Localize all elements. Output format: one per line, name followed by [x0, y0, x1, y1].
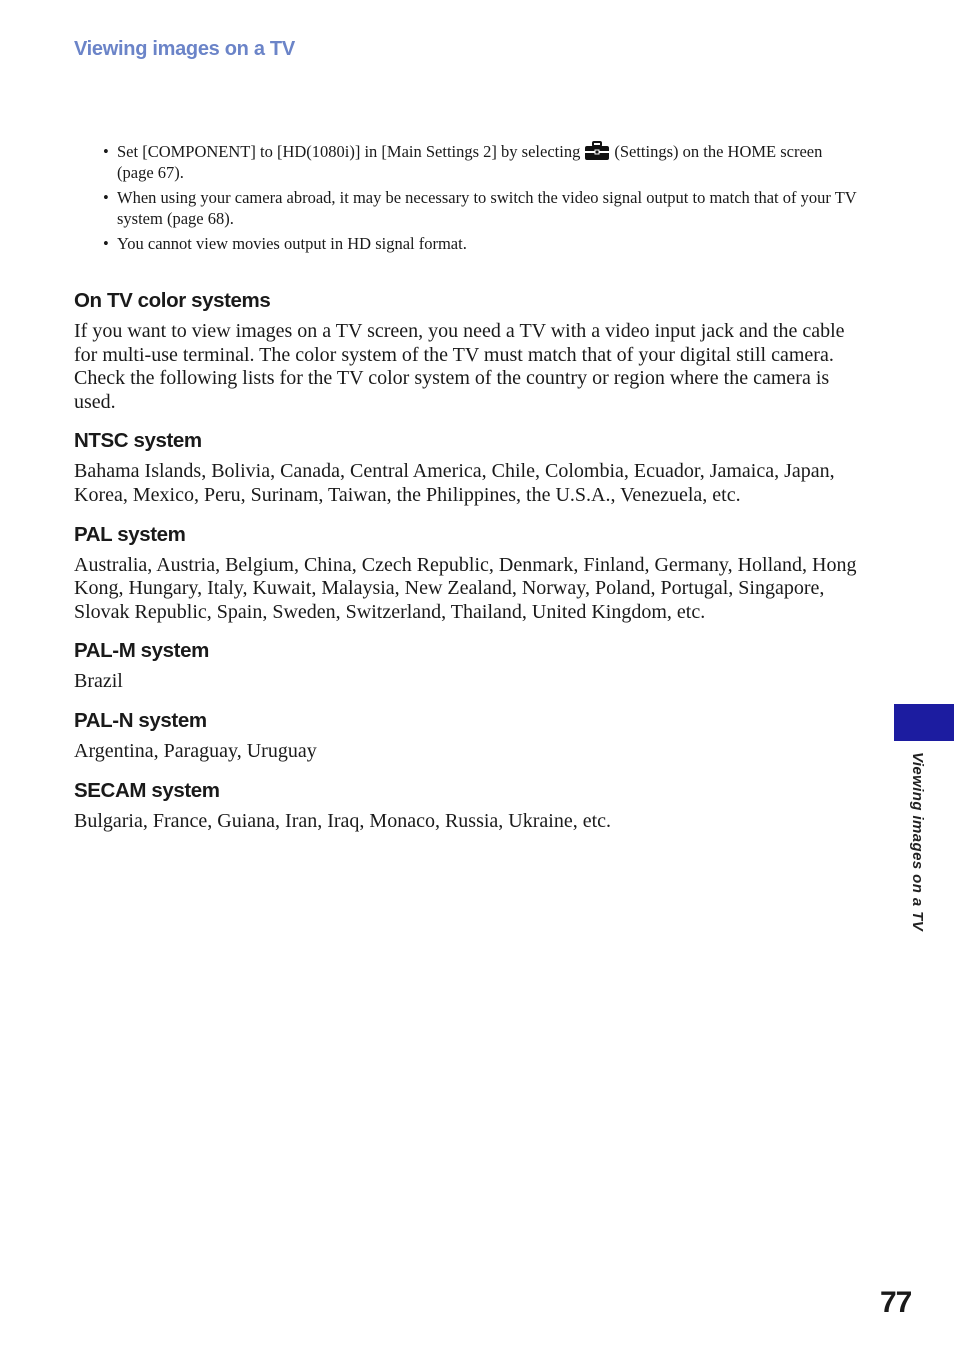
running-head: Viewing images on a TV [74, 38, 295, 60]
section-body: Bahama Islands, Bolivia, Canada, Central America, Chile, Colombia, Ecuador, Jamaica, Japan, Korea, Mexico, Peru, Surinam, Taiwan, the Philippines, the U.S.A., Venezuela, etc. [74, 460, 835, 506]
page-number: 77 [880, 1286, 912, 1319]
section-heading: PAL system [74, 522, 186, 546]
section-heading: PAL-N system [74, 708, 207, 732]
section-body: Australia, Austria, Belgium, China, Czech Republic, Denmark, Finland, Germany, Holland, Hong Kong, Hungary, Italy, Kuwait, Malaysia, New Zealand, Norway, Poland, Portugal, Singapore, Slovak Republic, Spain, Sweden, Switzerland, Thailand, United Kingdom, etc. [74, 553, 857, 623]
note-text: You cannot view movies output in HD signal format. [117, 234, 467, 253]
note-text: When using your camera abroad, it may be necessary to switch the video signal output to match that of your TV system (page 68). [117, 188, 857, 228]
section-heading: NTSC system [74, 429, 202, 453]
note-item [100, 233, 860, 254]
main-content [74, 288, 864, 847]
chapter-tab [894, 704, 954, 741]
section-heading: SECAM system [74, 778, 220, 802]
note-item [100, 187, 860, 229]
section-body: If you want to view images on a TV screen, you need a TV with a video input jack and the cable for multi-use terminal. The color system of the TV must match that of your digital still camera. Check the following lists for the TV color system of the country or region where the camera is used. [74, 320, 845, 413]
note-item [100, 141, 860, 183]
section-body: Argentina, Paraguay, Uruguay [74, 739, 317, 762]
section-body: Bulgaria, France, Guiana, Iran, Iraq, Monaco, Russia, Ukraine, etc. [74, 809, 612, 832]
section-heading: PAL-M system [74, 639, 209, 663]
chapter-tab-label: Viewing images on a TV [909, 752, 926, 932]
notes-list [100, 141, 860, 258]
section-body: Brazil [74, 670, 123, 693]
section-heading: On TV color systems [74, 289, 271, 312]
settings-toolbox-icon [584, 141, 610, 161]
note-text: Set [COMPONENT] to [HD(1080i)] in [Main Settings 2] by selecting [117, 142, 581, 161]
note-text: (Settings) on the HOME screen (page 67). [117, 142, 823, 182]
